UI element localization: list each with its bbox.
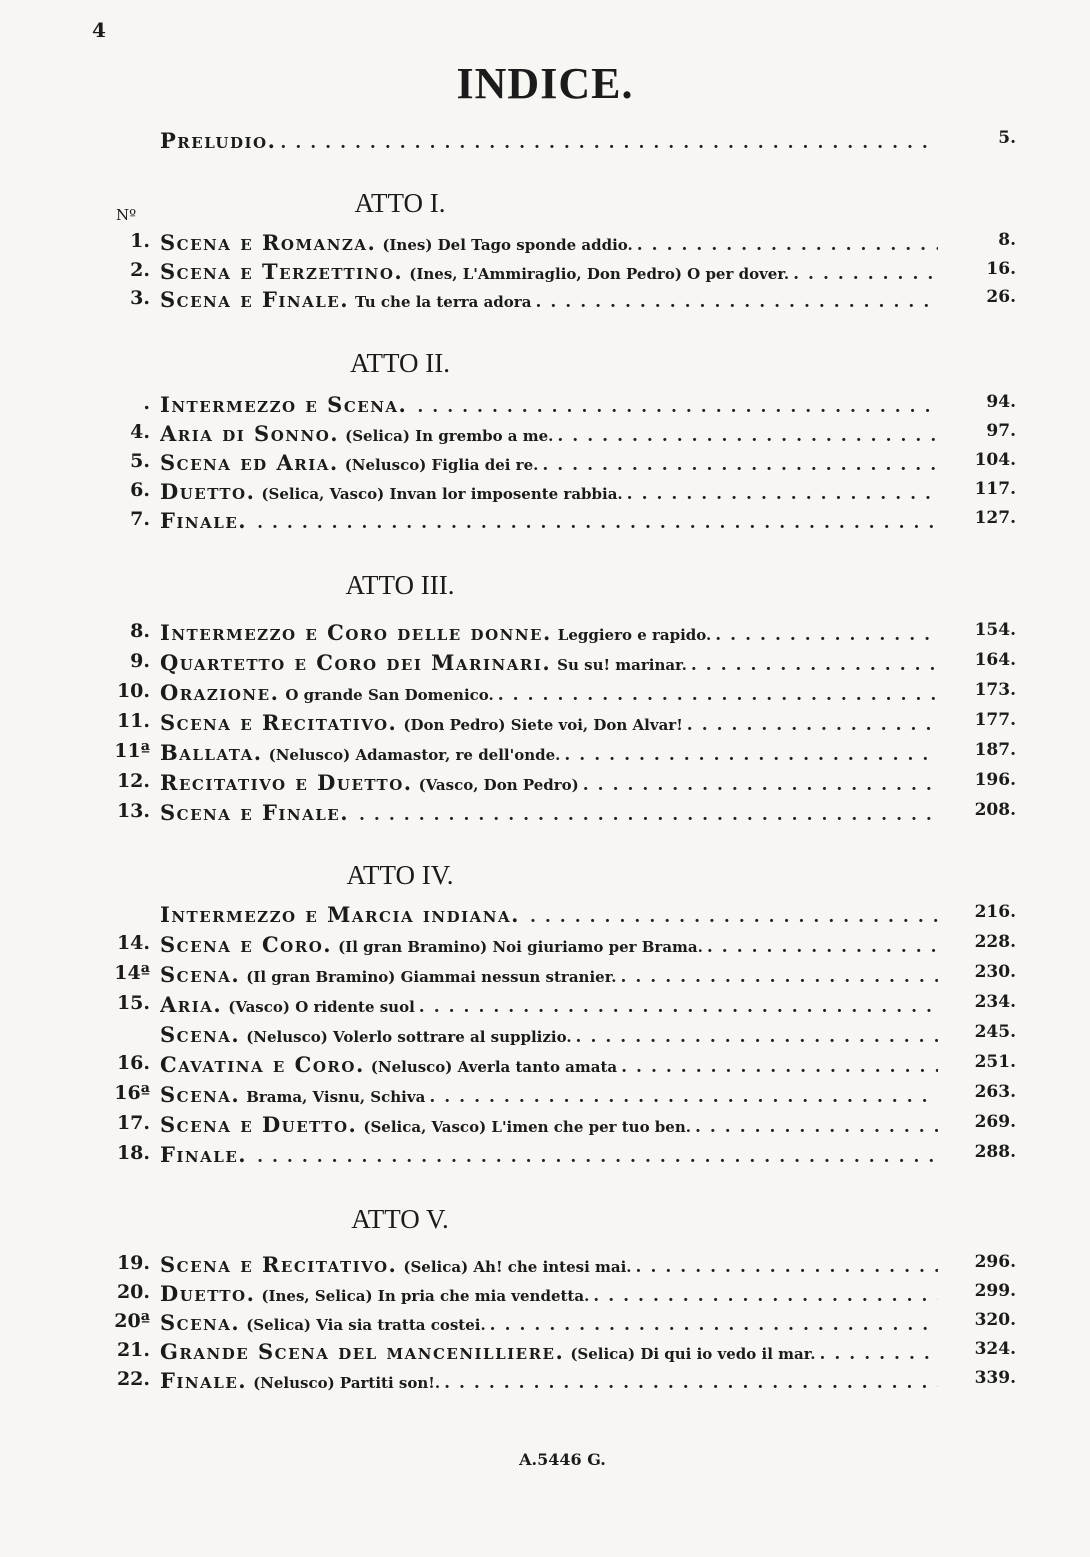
act-heading: ATTO II. xyxy=(350,348,450,378)
toc-entry xyxy=(100,770,1030,800)
leader-dots xyxy=(417,397,938,417)
entry-title: Aria. xyxy=(160,992,223,1017)
entry-title: Orazione. xyxy=(160,680,280,705)
entry-page: 216. xyxy=(974,902,1016,922)
entry-title: Scena e Coro. xyxy=(160,932,333,957)
act-heading: ATTO IV. xyxy=(346,860,454,890)
entry-title: Quartetto e Coro dei Marinari. xyxy=(160,650,552,675)
entry-title: Finale. xyxy=(160,1368,248,1393)
entry-description: (Selica) Via sia tratta costei. xyxy=(246,1316,486,1334)
act-heading: ATTO I. xyxy=(354,188,446,218)
toc-entry xyxy=(100,1112,1030,1142)
leader-dots xyxy=(557,426,938,446)
entry-title: Scena. xyxy=(160,1310,241,1335)
entry-title: Grande Scena del mancenilliere. xyxy=(160,1339,565,1364)
entry-title: Intermezzo e Marcia indiana. xyxy=(160,902,520,927)
entry-number: 18. xyxy=(116,1142,150,1164)
number-column-label: Nº xyxy=(116,206,137,224)
leader-dots xyxy=(593,1286,938,1306)
entry-page: 269. xyxy=(974,1112,1016,1132)
entry-description: (Il gran Bramino) Giammai nessun stranier. xyxy=(246,968,617,986)
entry-title: Cavatina e Coro. xyxy=(160,1052,365,1077)
toc-entry xyxy=(100,992,1030,1022)
entry-page: 117. xyxy=(974,479,1016,499)
leader-dots xyxy=(707,937,938,957)
entry-number: 5. xyxy=(130,450,150,472)
leader-dots xyxy=(715,625,938,645)
toc-entry-prelude xyxy=(100,128,1030,158)
entry-page: 251. xyxy=(974,1052,1016,1072)
entry-title: Scena e Recitativo. xyxy=(160,1252,398,1277)
entry-number: 11. xyxy=(116,710,150,732)
entry-page: 230. xyxy=(974,962,1016,982)
entry-description: O grande San Domenico. xyxy=(285,686,494,704)
leader-dots xyxy=(576,1027,938,1047)
entry-page: 164. xyxy=(974,650,1016,670)
entry-page: 234. xyxy=(974,992,1016,1012)
toc-entry xyxy=(100,1022,1030,1052)
entry-description: (Vasco, Don Pedro) xyxy=(418,776,579,794)
leader-dots xyxy=(687,715,938,735)
act-heading: ATTO V. xyxy=(351,1204,449,1234)
leader-dots xyxy=(429,1087,938,1107)
toc-entry xyxy=(100,620,1030,650)
toc-entry xyxy=(100,1339,1030,1369)
toc-entry xyxy=(100,800,1030,830)
entry-number: 4. xyxy=(130,421,150,443)
entry-title: Scena. xyxy=(160,962,241,987)
leader-dots xyxy=(637,235,938,255)
entry-description: (Selica) Di qui io vedo il mar. xyxy=(570,1345,816,1363)
leader-dots xyxy=(535,292,938,312)
entry-title: Aria di Sonno. xyxy=(160,421,340,446)
toc-entry xyxy=(100,479,1030,509)
leader-dots xyxy=(583,775,938,795)
entry-page: 177. xyxy=(974,710,1016,730)
entry-number: 1. xyxy=(130,230,150,252)
entry-number: 14ª xyxy=(114,962,150,984)
entry-description: (Nelusco) Adamastor, re dell'onde. xyxy=(268,746,561,764)
entry-page: 324. xyxy=(974,1339,1016,1359)
toc-entry xyxy=(100,710,1030,740)
toc-entry xyxy=(100,1310,1030,1340)
entry-title: Intermezzo e Scena. xyxy=(160,392,408,417)
entry-page: 5. xyxy=(998,128,1016,148)
plate-number: A.5446 G. xyxy=(519,1450,606,1469)
entry-description: (Nelusco) Figlia dei re. xyxy=(344,456,539,474)
leader-dots xyxy=(627,484,938,504)
entry-description: (Nelusco) Volerlo sottrare al supplizio. xyxy=(246,1028,572,1046)
entry-number: . xyxy=(143,392,150,414)
toc-entry xyxy=(100,1082,1030,1112)
leader-dots xyxy=(793,264,938,284)
entry-page: 196. xyxy=(974,770,1016,790)
toc-entry xyxy=(100,421,1030,451)
entry-description: Tu che la terra adora xyxy=(355,293,532,311)
toc-entry xyxy=(100,1142,1030,1172)
entry-title: Scena e Duetto. xyxy=(160,1112,358,1137)
entry-page: 173. xyxy=(974,680,1016,700)
entry-page: 299. xyxy=(974,1281,1016,1301)
entry-page: 127. xyxy=(974,508,1016,528)
toc-entry xyxy=(100,230,1030,260)
entry-page: 288. xyxy=(974,1142,1016,1162)
entry-description: (Selica) In grembo a me. xyxy=(345,427,554,445)
entry-number: 20ª xyxy=(114,1310,150,1332)
entry-page: 245. xyxy=(974,1022,1016,1042)
leader-dots xyxy=(819,1344,938,1364)
entry-description: (Nelusco) Partiti son!. xyxy=(253,1374,441,1392)
entry-number: 11ª xyxy=(114,740,150,762)
entry-page: 339. xyxy=(974,1368,1016,1388)
leader-dots xyxy=(490,1315,938,1335)
entry-title: Duetto. xyxy=(160,1281,256,1306)
entry-description: Brama, Visnu, Schiva xyxy=(246,1088,426,1106)
entry-page: 187. xyxy=(974,740,1016,760)
leader-dots xyxy=(542,455,938,475)
entry-number: 20. xyxy=(116,1281,150,1303)
toc-entry xyxy=(100,1281,1030,1311)
toc-entry xyxy=(100,508,1030,538)
leader-dots xyxy=(498,685,938,705)
entry-number: 22. xyxy=(116,1368,150,1390)
toc-entry xyxy=(100,650,1030,680)
entry-number: 7. xyxy=(130,508,150,530)
act-heading: ATTO III. xyxy=(345,570,455,600)
entry-title: Recitativo e Duetto. xyxy=(160,770,413,795)
entry-page: 154. xyxy=(974,620,1016,640)
entry-description: (Il gran Bramino) Noi giuriamo per Brama. xyxy=(338,938,703,956)
entry-title: Scena e Finale. xyxy=(160,287,350,312)
toc-entry xyxy=(100,1368,1030,1398)
leader-dots xyxy=(280,133,938,153)
entry-page: 208. xyxy=(974,800,1016,820)
entry-title: Scena. xyxy=(160,1022,241,1047)
entry-description: Leggiero e rapido. xyxy=(557,626,712,644)
entry-number: 2. xyxy=(130,258,150,281)
entry-description: (Nelusco) Averla tanto amata xyxy=(370,1058,618,1076)
entry-page: 26. xyxy=(986,287,1016,307)
entry-title: Scena. xyxy=(160,1082,241,1107)
entry-page: 8. xyxy=(998,230,1016,250)
entry-number: 13. xyxy=(116,800,150,822)
entry-description: (Ines) Del Tago sponde addio. xyxy=(382,236,633,254)
entry-number: 15. xyxy=(116,992,150,1014)
leader-dots xyxy=(257,513,938,533)
entry-number: 9. xyxy=(130,650,150,672)
leader-dots xyxy=(636,1257,938,1277)
leader-dots xyxy=(530,907,938,927)
entry-title: Finale. xyxy=(160,1142,248,1167)
entry-title: Scena e Terzettino. xyxy=(160,258,404,284)
entry-title: Preludio. xyxy=(160,128,277,153)
entry-title: Duetto. xyxy=(160,479,256,504)
entry-description: (Selica, Vasco) Invan lor imposente rabbia. xyxy=(261,485,623,503)
leader-dots xyxy=(564,745,938,765)
entry-number: 10. xyxy=(116,680,150,702)
entry-title: Scena e Recitativo. xyxy=(160,710,398,735)
entry-number: 8. xyxy=(130,620,150,642)
toc-entry xyxy=(100,932,1030,962)
toc-entry xyxy=(100,259,1030,289)
entry-title: Finale. xyxy=(160,508,248,533)
toc-entry xyxy=(100,1252,1030,1282)
entry-description: (Don Pedro) Siete voi, Don Alvar! xyxy=(403,716,683,734)
entry-description: (Ines, L'Ammiraglio, Don Pedro) O per dover. xyxy=(409,264,790,283)
entry-number: 16. xyxy=(116,1052,150,1074)
entry-description: (Vasco) O ridente suol xyxy=(228,998,415,1016)
page-number: 4 xyxy=(92,18,106,42)
toc-entry xyxy=(100,1052,1030,1082)
entry-page: 263. xyxy=(974,1082,1016,1102)
entry-number: 3. xyxy=(130,287,150,309)
entry-description: (Ines, Selica) In pria che mia vendetta. xyxy=(261,1287,590,1305)
entry-number: 6. xyxy=(130,479,150,501)
toc-entry xyxy=(100,740,1030,770)
entry-page: 296. xyxy=(974,1252,1016,1272)
entry-number: 16ª xyxy=(114,1082,150,1104)
entry-title: Scena e Romanza. xyxy=(160,230,377,255)
entry-number: 14. xyxy=(116,932,150,954)
toc-entry xyxy=(100,287,1030,317)
entry-description: Su su! marinar. xyxy=(557,656,687,674)
page-title: INDICE. xyxy=(456,59,634,108)
leader-dots xyxy=(621,1057,938,1077)
entry-title: Scena e Finale. xyxy=(160,800,350,825)
entry-number: 19. xyxy=(116,1252,150,1274)
toc-entry xyxy=(100,680,1030,710)
leader-dots xyxy=(691,655,938,675)
leader-dots xyxy=(444,1373,938,1393)
entry-page: 94. xyxy=(986,392,1016,412)
toc-entry xyxy=(100,392,1030,422)
entry-title: Scena ed Aria. xyxy=(160,450,339,475)
entry-number: 21. xyxy=(116,1339,150,1361)
entry-page: 320. xyxy=(974,1310,1016,1330)
entry-description: (Selica) Ah! che intesi mai. xyxy=(403,1258,632,1276)
entry-page: 16. xyxy=(986,258,1016,279)
leader-dots xyxy=(359,805,938,825)
leader-dots xyxy=(257,1147,938,1167)
toc-entry xyxy=(100,902,1030,932)
leader-dots xyxy=(419,997,938,1017)
leader-dots xyxy=(620,967,938,987)
entry-title: Intermezzo e Coro delle donne. xyxy=(160,620,552,645)
entry-page: 97. xyxy=(986,421,1016,441)
entry-number: 12. xyxy=(116,770,150,792)
entry-title: Ballata. xyxy=(160,740,263,765)
toc-entry xyxy=(100,962,1030,992)
entry-number: 17. xyxy=(116,1112,150,1134)
leader-dots xyxy=(695,1117,938,1137)
toc-entry xyxy=(100,450,1030,480)
entry-description: (Selica, Vasco) L'imen che per tuo ben. xyxy=(363,1118,691,1136)
entry-page: 104. xyxy=(974,450,1016,470)
entry-page: 228. xyxy=(974,932,1016,952)
